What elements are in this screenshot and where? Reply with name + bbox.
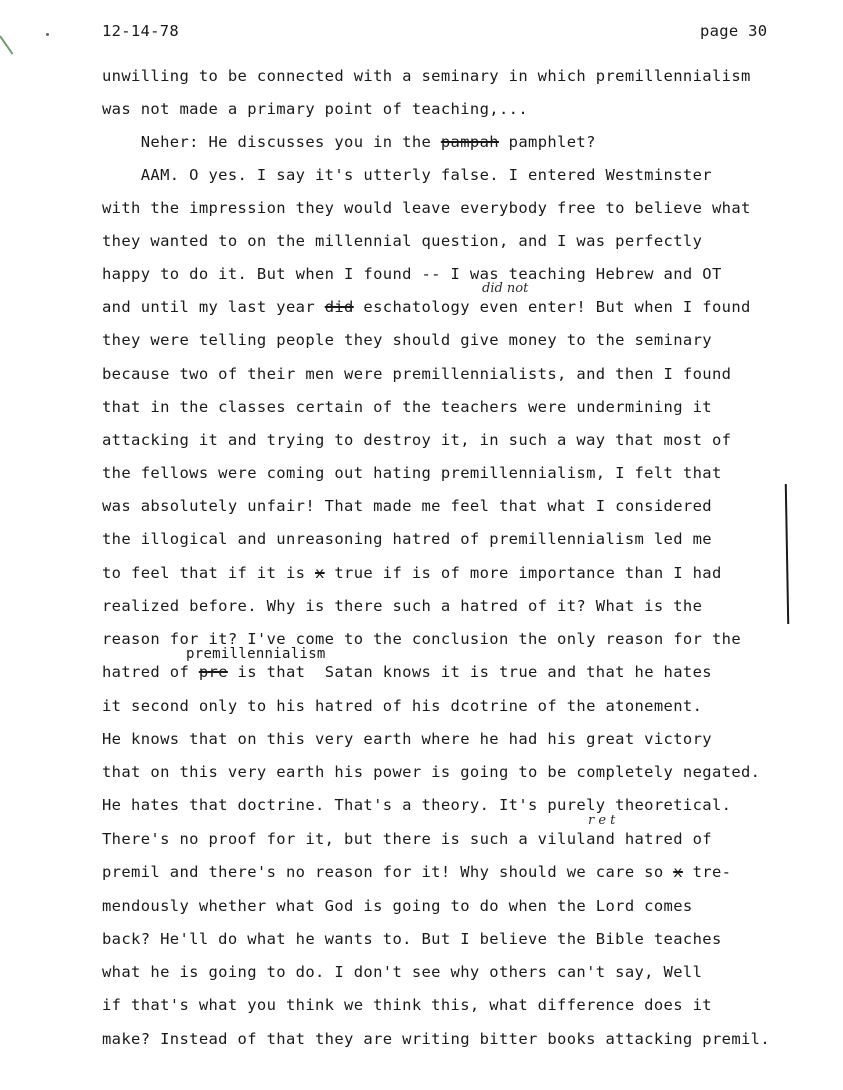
text-segment: hatred of <box>102 663 199 681</box>
text-segment: is that Satan knows it is true and that he hates <box>227 663 712 681</box>
text-line-8 <box>102 297 751 317</box>
handwritten-insert-letters: r e t <box>588 813 616 828</box>
text-line-16 <box>102 563 722 583</box>
text-line-24: There's no proof for it, but there is such a viluland hatred of <box>102 830 712 848</box>
text-line-7: happy to do it. But when I found -- I was teaching Hebrew and OT <box>102 265 722 283</box>
text-line-30: make? Instead of that they are writing bitter books attacking premil. <box>102 1030 771 1048</box>
text-segment: tre- <box>682 863 732 881</box>
text-line-14: was absolutely unfair! That made me feel that what I considered <box>102 497 712 515</box>
text-line-6: they wanted to on the millennial question, and I was perfectly <box>102 232 703 250</box>
text-segment: and until my last year <box>102 298 325 316</box>
text-line-23: He hates that doctrine. That's a theory. It's purely theoretical. <box>102 796 732 814</box>
text-line-1: unwilling to be connected with a seminary in which premillennialism <box>102 67 751 85</box>
text-line-11: that in the classes certain of the teachers were undermining it <box>102 398 712 416</box>
text-line-4: AAM. O yes. I say it's utterly false. I entered Westminster <box>102 166 712 184</box>
text-line-3 <box>102 132 596 152</box>
text-segment: pamphlet? <box>498 133 596 151</box>
text-line-18: reason for it? I've come to the conclusion the only reason for the <box>102 630 741 648</box>
handwritten-insert-did-not: did not <box>482 281 529 296</box>
text-line-21: He knows that on this very earth where he had his great victory <box>102 730 712 748</box>
text-line-29: if that's what you think we think this, what difference does it <box>102 996 712 1014</box>
stray-dot <box>46 33 49 36</box>
text-segment: Neher: He discusses you in the <box>102 133 441 151</box>
header-date: 12-14-78 <box>102 22 180 40</box>
text-line-17: realized before. Why is there such a hatred of it? What is the <box>102 597 703 615</box>
text-segment: true if is of more importance than I had <box>324 564 722 582</box>
text-line-20: it second only to his hatred of his dcotrine of the atonement. <box>102 697 703 715</box>
text-line-10: because two of their men were premillennialists, and then I found <box>102 365 732 383</box>
struck-letter: x <box>673 863 683 881</box>
text-line-19 <box>102 662 712 682</box>
text-line-27: back? He'll do what he wants to. But I believe the Bible teaches <box>102 930 722 948</box>
text-line-5: with the impression they would leave everybody free to believe what <box>102 199 751 217</box>
header-page-number: page 30 <box>700 22 768 40</box>
text-line-15: the illogical and unreasoning hatred of premillennialism led me <box>102 530 712 548</box>
text-line-13: the fellows were coming out hating premillennialism, I felt that <box>102 464 722 482</box>
text-segment: to feel that if it is <box>102 564 315 582</box>
struck-letter: x <box>315 564 325 582</box>
text-line-22: that on this very earth his power is going to be completely negated. <box>102 763 761 781</box>
stray-pen-mark <box>0 27 25 54</box>
text-line-25 <box>102 862 731 882</box>
text-segment: eschatology even enter! But when I found <box>353 298 751 316</box>
text-line-9: they were telling people they should give money to the seminary <box>102 331 712 349</box>
typed-insert-premillennialism: premillennialism <box>186 646 326 662</box>
text-line-12: attacking it and trying to destroy it, in such a way that most of <box>102 431 732 449</box>
struck-word: pre <box>198 663 228 681</box>
text-line-26: mendously whether what God is going to do when the Lord comes <box>102 897 693 915</box>
struck-word: pampah <box>440 133 499 151</box>
margin-vertical-line <box>785 484 789 624</box>
text-line-2: was not made a primary point of teaching,... <box>102 100 528 118</box>
text-line-28: what he is going to do. I don't see why others can't say, Well <box>102 963 703 981</box>
struck-word: did <box>324 298 354 316</box>
text-segment: premil and there's no reason for it! Why should we care so <box>102 863 674 881</box>
